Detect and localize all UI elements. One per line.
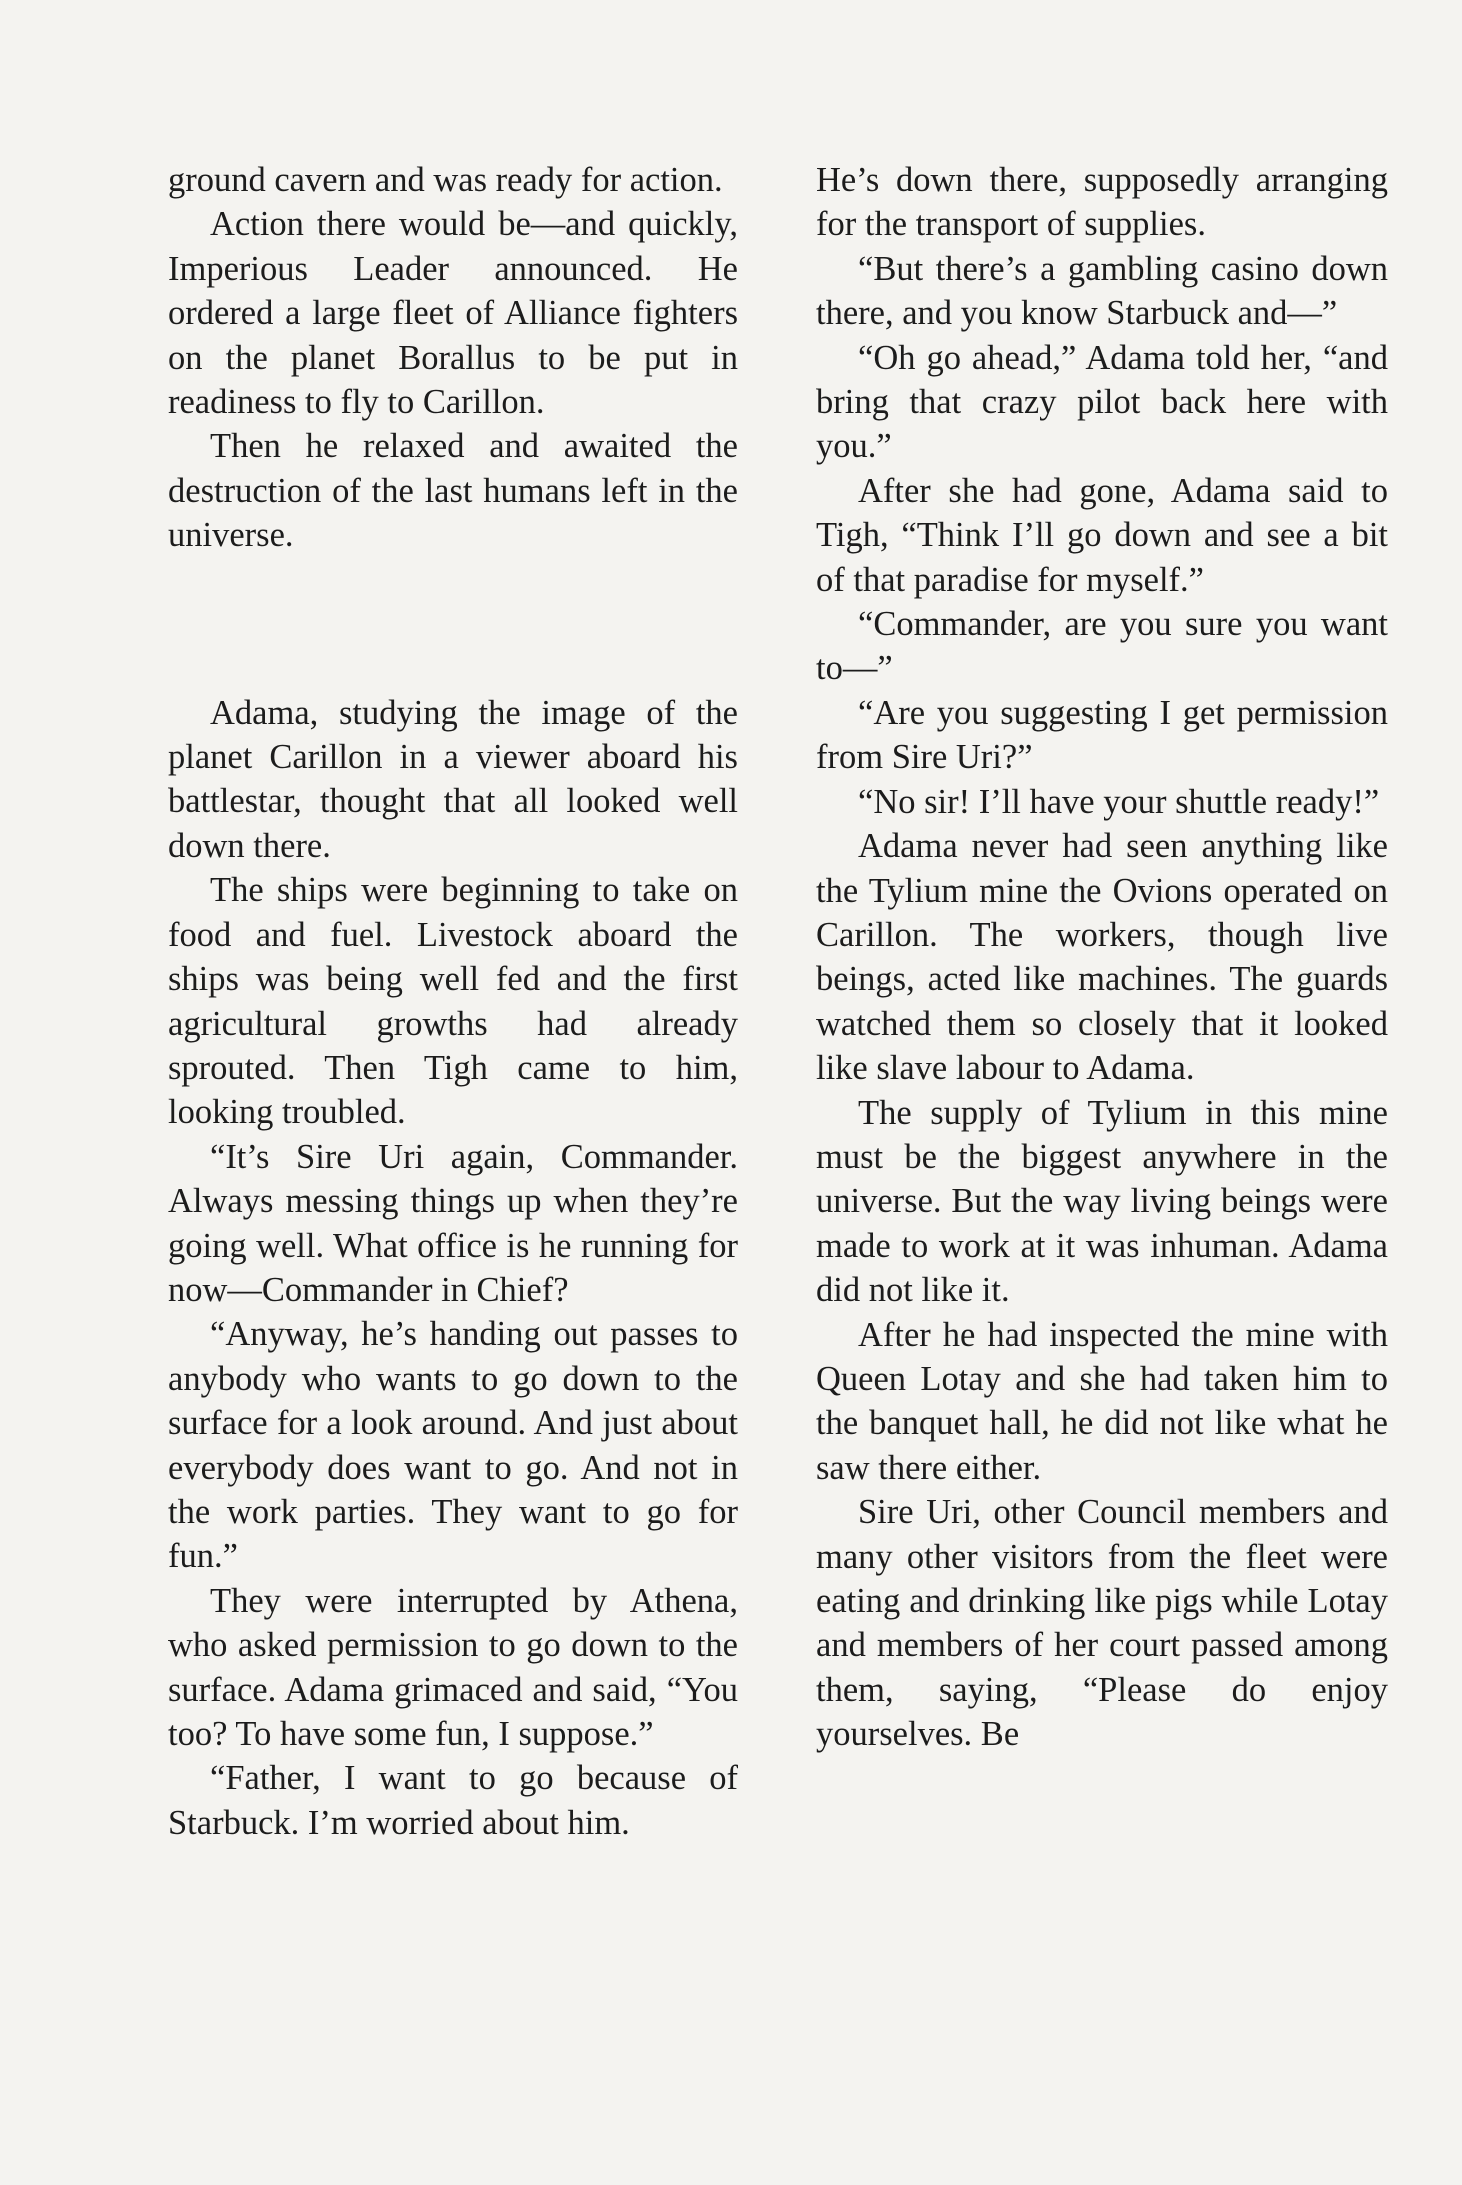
- paragraph: Adama, studying the image of the planet Carillon in a viewer aboard his battlestar, thought that all looked well down there.: [168, 693, 738, 865]
- paragraph: “Anyway, he’s handing out passes to anybody who wants to go down to the surface for a look around. And just about everybody does want to go. And not in the work parties. They want to go for fun.”: [168, 1315, 738, 1576]
- paragraph: Sire Uri, other Council members and many other visitors from the fleet were eating and drinking like pigs while Lotay and members of her court passed among them, saying, “Please do enjoy yourselves. Be: [816, 1493, 1388, 1754]
- paragraph: The supply of Tylium in this mine must be the biggest anywhere in the universe. But the way living beings were made to work at it was inhuman. Adama did not like it.: [816, 1093, 1388, 1310]
- left-text-column: [168, 158, 738, 1845]
- paragraph: “Commander, are you sure you want to—”: [816, 605, 1388, 688]
- paragraph: After she had gone, Adama said to Tigh, “Think I’ll go down and see a bit of that paradise for myself.”: [816, 471, 1388, 599]
- paragraph: Then he relaxed and awaited the destruction of the last humans left in the universe.: [168, 427, 738, 555]
- paragraph: ground cavern and was ready for action.: [168, 161, 723, 199]
- paragraph: They were interrupted by Athena, who asked permission to go down to the surface. Adama grimaced and said, “You too? To have some fun, I suppose.”: [168, 1581, 738, 1753]
- paragraph: “It’s Sire Uri again, Commander. Always messing things up when they’re going well. What office is he running for now—Commander in Chief?: [168, 1137, 738, 1309]
- paragraph: The ships were beginning to take on food and fuel. Livestock aboard the ships was being well fed and the first agricultural growths had already sprouted. Then Tigh came to him, looking troubled.: [168, 871, 738, 1132]
- right-text-column: [816, 158, 1388, 1757]
- paragraph: After he had inspected the mine with Queen Lotay and she had taken him to the banquet hall, he did not like what he saw there either.: [816, 1315, 1388, 1487]
- paragraph: Action there would be—and quickly, Imperious Leader announced. He ordered a large fleet of Alliance fighters on the planet Borallus to be put in readiness to fly to Carillon.: [168, 205, 738, 422]
- paragraph: He’s down there, supposedly arranging for the transport of supplies.: [816, 161, 1388, 244]
- paragraph: “Oh go ahead,” Adama told her, “and bring that crazy pilot back here with you.”: [816, 338, 1388, 466]
- paragraph: “Father, I want to go because of Starbuck. I’m worried about him.: [168, 1759, 738, 1842]
- paragraph: “But there’s a gambling casino down there, and you know Starbuck and—”: [816, 249, 1388, 333]
- paragraph: “No sir! I’ll have your shuttle ready!”: [858, 782, 1380, 821]
- paragraph: Adama never had seen anything like the Tylium mine the Ovions operated on Carillon. The workers, though live beings, acted like machines. The guards watched them so closely that it looked like slave labour to Adama.: [816, 827, 1388, 1088]
- paragraph: “Are you suggesting I get permission from Sire Uri?”: [816, 693, 1388, 777]
